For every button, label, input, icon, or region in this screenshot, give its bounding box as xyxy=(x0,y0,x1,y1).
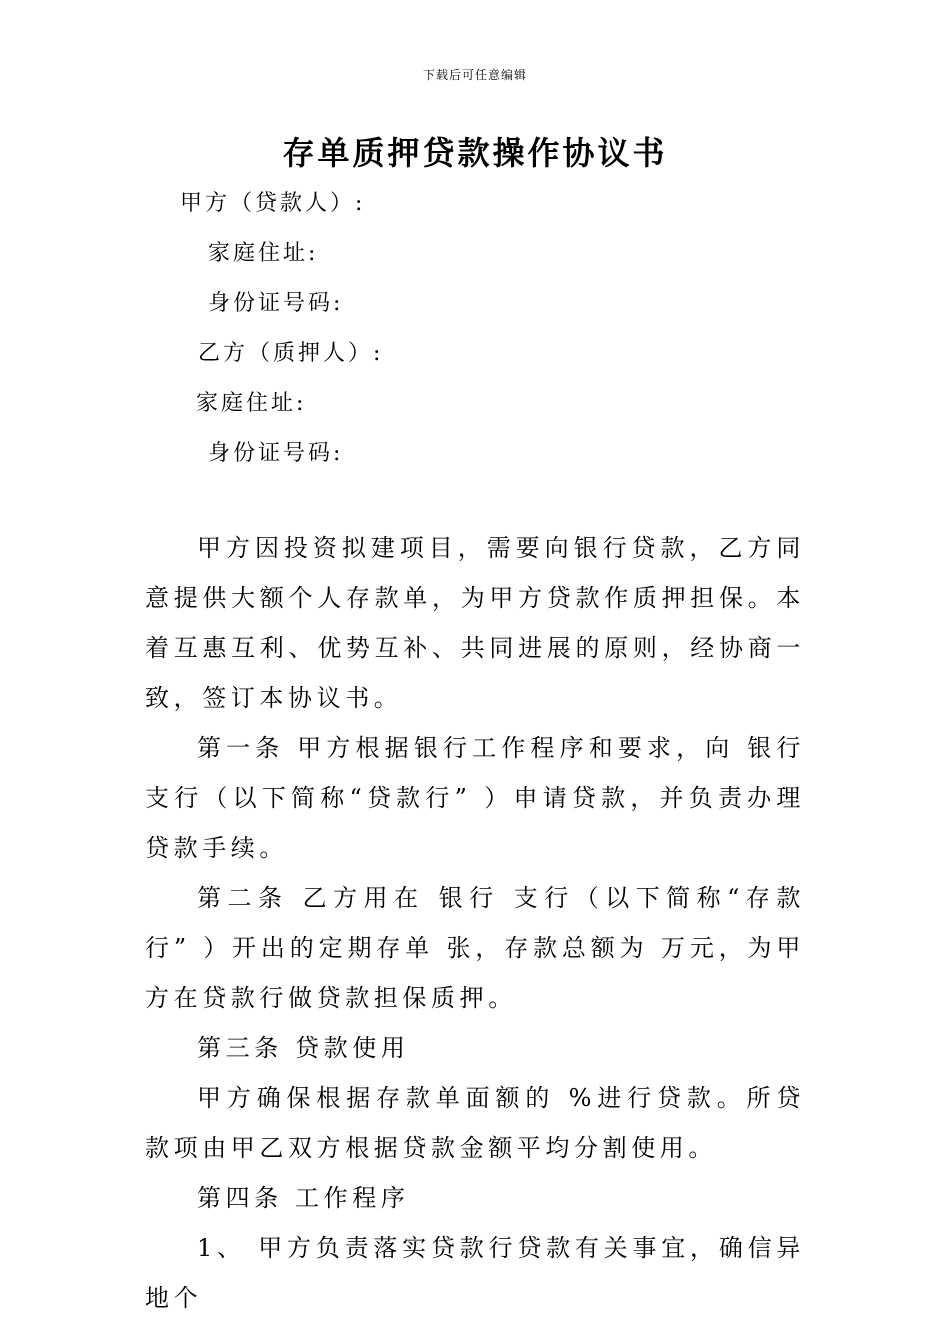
agreement-body xyxy=(145,523,805,1323)
document-title: 存单质押贷款操作协议书 xyxy=(282,134,668,172)
party-b-label: 乙方（质押人）: xyxy=(198,341,384,366)
preamble-paragraph: 甲方因投资拟建项目，需要向银行贷款，乙方同意提供大额个人存款单，为甲方贷款作质押担保。本着互惠互利、优势互补、共同进展的原则，经协商一致，签订本协议书。 xyxy=(145,534,805,712)
article-1-paragraph: 第一条 甲方根据银行工作程序和要求，向 银行 支行（以下简称“贷款行” ）申请贷款，并负责办理贷款手续。 xyxy=(145,734,805,862)
party-a-address: 家庭住址: xyxy=(208,241,319,266)
article-2-paragraph: 第二条 乙方用在 银行 支行（以下简称“存款行” ）开出的定期存单 张，存款总额为 万元，为甲方在贷款行做贷款担保质押。 xyxy=(145,884,805,1012)
party-b-id-number: 身份证号码: xyxy=(208,441,344,466)
article-3-heading: 第三条 贷款使用 xyxy=(197,1034,410,1062)
party-a-id-number: 身份证号码: xyxy=(208,291,344,316)
header-note: 下载后可任意编辑 xyxy=(422,68,527,82)
article-4-item-1: 1、 甲方负责落实贷款行贷款有关事宜，确信异地个 xyxy=(145,1234,805,1312)
article-3-paragraph: 甲方确保根据存款单面额的 %进行贷款。所贷款项由甲乙双方根据贷款金额平均分割使用。 xyxy=(145,1084,805,1162)
article-4-heading: 第四条 工作程序 xyxy=(197,1184,410,1212)
party-a-label: 甲方（贷款人）: xyxy=(180,191,366,216)
party-b-address: 家庭住址: xyxy=(196,391,307,416)
